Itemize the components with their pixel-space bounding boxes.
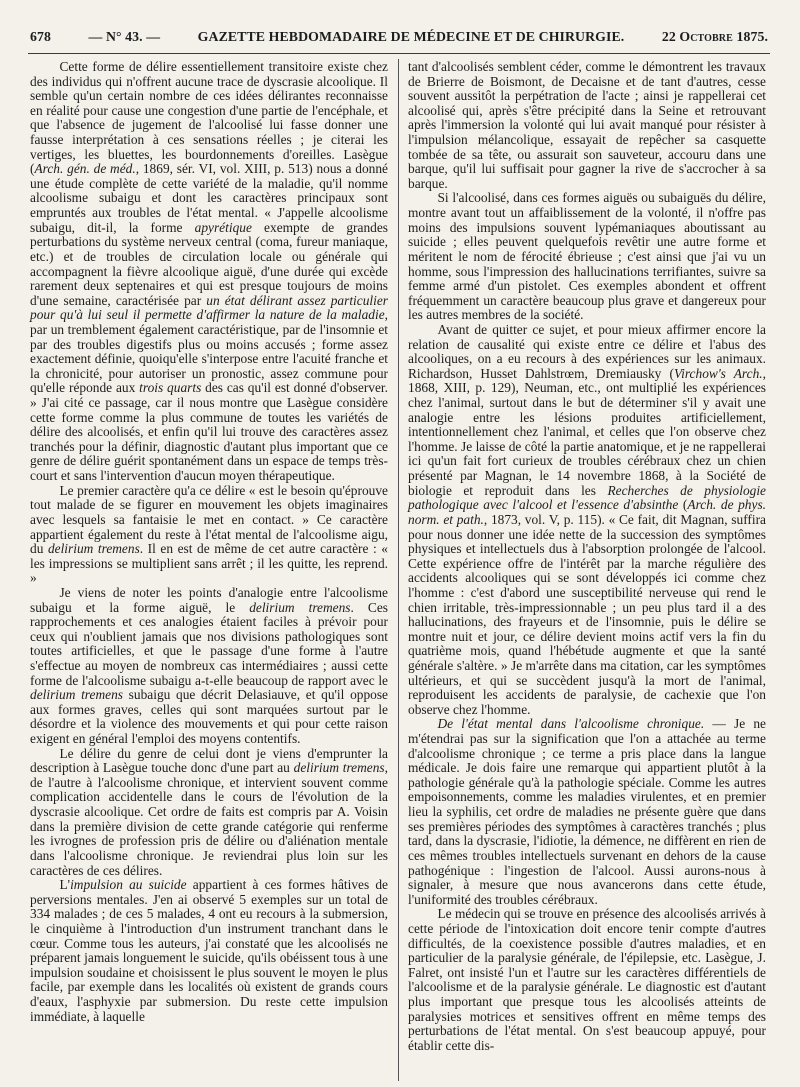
- text-run: Je viens de noter les points d'analogie entre l'alcoolisme subaigu et la forme aiguë, le: [30, 584, 388, 615]
- text-run: Le délire du genre de celui dont je viens d'emprunter la description à Lasègue touche donc d'une part au: [30, 745, 388, 776]
- issue-number: — N° 43. —: [88, 29, 161, 44]
- paragraph: [30, 586, 388, 747]
- right-column: [408, 60, 766, 1053]
- italic-text-run: un état délirant assez particulier pour qu'à lui seul il permette d'affirmer la nature de la maladie: [30, 292, 389, 323]
- text-run: exempte de grandes perturbations du système nerveux central (coma, fureur maniaque, etc.) et de troubles de circulation locale ou générale qui accompagnent la fièvre alcoolique aiguë, d'une durée qui excède rarement deux septenaires et qui est presque toujours de moins d'une semaine, caractérisée par: [30, 219, 388, 308]
- italic-text-run: Arch. de phys. norm. et path.: [408, 497, 767, 527]
- issue-year: 1875.: [736, 29, 768, 44]
- text-run: , de l'autre à l'alcoolisme chronique, et intervient souvent comme complication accidentelle dans le cours de l'évolution de la dyscrasie alcoolique. Cet ordre de faits est compris par A. Voisin dans la première division de cette grande catégorie qui renferme les ivrognes de profession pris de délire ou d'aliénation mentale dans l'alcoolisme chronique. Je reviendrai plus loin sur les caractères de ces délires.: [30, 760, 389, 878]
- text-run: des cas qu'il est donné d'observer. » J'ai cité ce passage, car il nous montre que Lasègue considère cette forme comme la plus commune de toutes les variétés de délire des alcoolisés, et enfin qu'il lui trouve des caractères assez tranchés pour la définir, diagnostic d'autant plus important que ce genre de délire guérit spontanément dans un espace de temps très-court et sans l'intervention d'aucun moyen thérapeutique.: [30, 380, 388, 484]
- text-run: subaigu que décrit Delasiauve, et qu'il oppose aux formes graves, celles qui sont marquées surtout par le désordre et la violence des mouvements et qui pour cette raison exigent en général l'emploi des moyens contentifs.: [30, 687, 389, 747]
- header-rule: [28, 53, 770, 54]
- issue-date: [662, 29, 768, 45]
- text-run: , 1873, vol. V, p. 115). « Ce fait, dit Magnan, suffira pour nous donner une idée nette de la succession des symptômes physiques et intellectuels dus à l'absorption prolongée de l'alcool. Cette expérience offre de l'intérêt par la marche régulière des accidents alcooliques qui se sont développés ici comme chez l'homme : c'est d'abord une susceptibilité nerveuse qui rend le chien irritable, très-impressionnable ; un peu plus tard il a des hallucinations, des frayeurs et de l'insomnie, puis le délire se montre nuit et jour, ce délire devient moins actif vers la fin du quatrième mois, quand l'hébétude augmente et que la santé générale s'altère. » Je m'arrête dans ma citation, car les symptômes ultérieurs, et qui se succèdent jusqu'à la mort de l'animal, reproduisent les accidents de paralysie, de cachexie que l'on observe chez l'homme.: [408, 511, 766, 717]
- italic-text-run: Recherches de physiologie pathologique avec l'alcool et l'essence d'absinthe: [408, 482, 766, 513]
- italic-text-run: delirium tremens: [293, 760, 385, 776]
- paragraph: [30, 60, 388, 484]
- text-run: appartient à ces formes hâtives de perversions mentales. J'en ai observé 5 exemples sur un total de 334 malades ; de ces 5 malades, 4 ont eu recours à la submersion, le cinquième à l'introduction d'un instrument tranchant dans le cœur. Comme tous les auteurs, j'ai constaté que les alcoolisés ne préparent jamais longuement le suicide, qu'ils obéissent tous à une impulsion soudaine et choisissent le plus souvent le moyen le plus facile, par exemple dans les localités où existent de grands cours d'eaux, l'asphyxie par submersion. Du reste cette impulsion immédiate, à laquelle: [30, 877, 388, 1024]
- text-run: , 1869, sér. VI, vol. XIII, p. 513) nous a donné une étude complète de cette variété de la maladie, qu'il nomme alcoolisme subaigu et dont les caractères principaux sont empruntés aux troubles de l'état mental. « J'appelle alcoolisme subaigu, dit-il, la forme: [30, 161, 388, 235]
- paragraph: [30, 747, 388, 878]
- italic-text-run: delirium tremens: [249, 599, 351, 615]
- italic-text-run: impulsion au suicide: [70, 877, 187, 893]
- paragraph: [30, 878, 388, 1024]
- italic-text-run: Arch. gén. de méd.: [34, 161, 136, 177]
- journal-title: GAZETTE HEBDOMADAIRE DE MÉDECINE ET DE CHIRURGIE.: [197, 29, 625, 44]
- italic-text-run: apyrétique: [194, 219, 252, 235]
- issue-day: 22: [661, 29, 676, 44]
- text-run: . Ces rapprochements et ces analogies étaient faciles à prévoir pour ceux qui n'oublient jamais que nos divisions pathologiques sont toutes artificielles, et que le passage d'une forme à l'autre s'effectue au moyen de nombreux cas intermédiaires ; aussi cette forme de l'alcoolisme subaigu a-t-elle beaucoup de rapport avec le: [30, 599, 388, 688]
- paragraph: [408, 323, 766, 717]
- running-head: [30, 29, 768, 49]
- paragraph: [30, 484, 388, 586]
- text-run: Avant de quitter ce sujet, et pour mieux affirmer encore la relation de causalité qui existe entre ce délire et l'abus des alcooliques, on a eu recours à des expériences sur les animaux. Richardson, Husset Dahlstrœm, Dremiausky (: [408, 321, 766, 381]
- text-run: (: [678, 497, 688, 513]
- text-run: tant d'alcoolisés semblent céder, comme le démontrent les travaux de Brierre de Boismont, de Decaisne et de tant d'autres, cesse souvent aussitôt la perpétration de l'acte ; ainsi je rappellerai cet alcoolisé qui, après s'être précipité dans la Seine et retrouvant après l'immersion la volonté qui lui avait manqué pour résister à l'impulsion mélancolique, essayait de repêcher sa casquette tombée de sa tête, ou assurait son sauveteur, accouru dans une barque, qu'il lui suffisait pour gagner la rive de s'accrocher à sa barque.: [408, 59, 766, 191]
- italic-text-run: De l'état mental dans l'alcoolisme chronique.: [437, 716, 705, 732]
- paragraph: [408, 191, 766, 322]
- italic-text-run: delirium tremens: [47, 541, 140, 557]
- text-run: Si l'alcoolisé, dans ces formes aiguës ou subaiguës du délire, montre avant tout un affaiblissement de la volonté, il n'offre pas moins des impulsions souvent lypémaniaques aboutissant au suicide ; elles peuvent quelquefois revêtir une autre forme et méritent le nom de férocité ébrieuse ; c'est ainsi que j'ai vu un homme, sous l'impression des hallucinations terrifiantes, suivre sa femme armé d'un pistolet. Ces exemples abondent et offrent fréquemment un caractère beaucoup plus grave et dangereux pour les autres membres de la société.: [408, 190, 766, 323]
- text-run: Cette forme de délire essentiellement transitoire existe chez des individus qui n'offrent aucune trace de dyscrasie alcoolique. Il semble qu'un certain nombre de ces idées délirantes reconnaisse en réalité pour cause une congestion d'une partie de l'encéphale, et que l'absence de jugement de l'alcoolisé lui fasse donner une fausse interprétation à ces sensations réelles ; je citerai les vertiges, les bluettes, les bourdonnements d'oreilles. Lasègue (: [30, 59, 388, 177]
- left-column: [30, 60, 388, 1024]
- paragraph: [408, 717, 766, 907]
- text-run: . Il en est de même de cet autre caractère : « les impressions se multiplient sans arrêt ; il les quitte, les reprend. »: [30, 541, 388, 586]
- italic-text-run: trois quarts: [139, 380, 202, 396]
- text-run: — Je ne m'étendrai pas sur la signification que l'on a attachée au terme d'alcoolisme chronique ; ce terme a pris place dans la langue médicale. Je dois faire une remarque qui appartient plutôt à la pathologie générale qu'à la pathologie spéciale. Comme les autres empoisonnements, comme les maladies virulentes, et en premier lieu la syphilis, cet ordre de maladies ne présente guère que dans ses premières périodes des symptômes à caractères tranchés ; plus tard, dans la dyscrasie, l'idiotie, la démence, ne diffèrent en rien de ces mêmes troubles intellectuels survenant en dehors de la cause pathogénique : l'ingestion de l'alcool. Aussi aurons-nous à signaler, à mesure que nous avancerons dans cette étude, l'uniformité des troubles cérébraux.: [408, 716, 766, 907]
- paragraph: [408, 907, 766, 1053]
- italic-text-run: delirium tremens: [30, 687, 123, 703]
- text-run: , 1868, XIII, p. 129), Neuman, etc., ont multiplié les expériences chez l'animal, surtout dans le but de déterminer s'il y avait une analogie entre les lésions produites artificiellement, intentionnellement chez l'animal, et celles que l'on observe chez l'homme. Je laisse de côté la partie anatomique, et je ne rappellerai ici qu'un fait fort curieux de troubles cérébraux chez un chien présenté par Magnan, le 14 novembre 1868, à la Société de biologie et reproduit dans les: [408, 365, 766, 498]
- paragraph: [408, 60, 766, 191]
- text-run: Le médecin qui se trouve en présence des alcoolisés arrivés à cette période de l'intoxication doit encore tenir compte d'autres difficultés, de la coexistence possible d'autres maladies, et en particulier de la paralysie générale, de l'épilepsie, etc. Lasègue, J. Falret, ont insisté l'un et l'autre sur les caractères différentiels de l'alcoolisme et de la paralysie générale. Le diagnostic est d'autant plus important que presque tous les alcoolisés atteints de paralysies motrices et sensitives offrent en même temps des perturbations de l'état mental. On s'est beaucoup appuyé, pour établir cette dis-: [408, 906, 766, 1053]
- column-divider: [398, 59, 399, 1081]
- text-run: , par un tremblement également caractéristique, par de l'insomnie et par des troubles digestifs plus ou moins accusés ; forme assez exactement définie, quoiqu'elle s'interpose entre l'acuité franche et la chronicité, pour autoriser un pronostic, assez commune pour qu'elle réponde aux: [30, 307, 388, 396]
- text-run: Le premier caractère qu'a ce délire « est le besoin qu'éprouve tout malade de se figurer en mouvement les objets imaginaires avec lesquels sa fantaisie le met en contact. » Ce caractère appartient également du reste à l'état mental de l'alcoolisme aigu, du: [30, 482, 388, 557]
- italic-text-run: Virchow's Arch.: [673, 365, 763, 381]
- page-number: 678: [30, 29, 51, 44]
- issue-month: Octobre: [679, 29, 733, 44]
- text-run: L': [59, 877, 71, 893]
